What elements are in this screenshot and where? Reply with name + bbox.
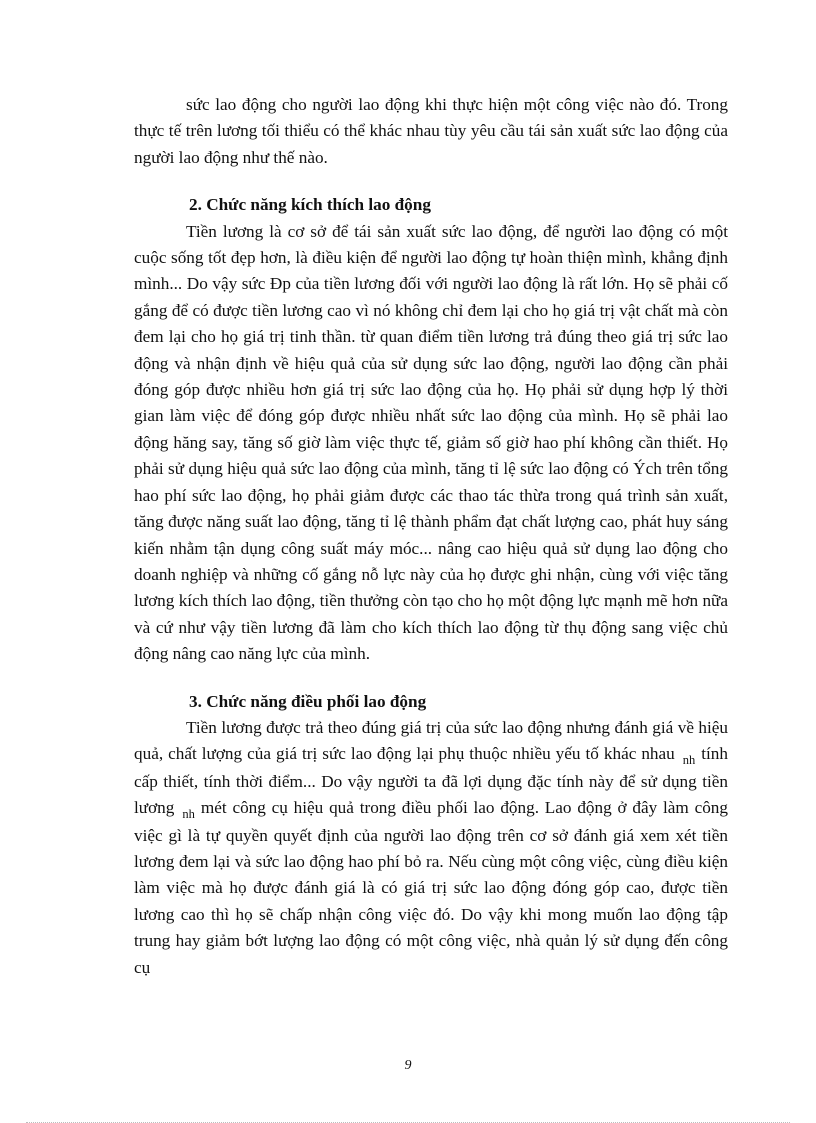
section-3-text-part-2: tính cấp thiết, tính thời điểm... Do vậy người ta đã lợi dụng đặc tính này để sử dụng tiền lương — [134, 744, 728, 818]
subscript-fragment-1: nh — [682, 753, 696, 768]
subscript-fragment-2: nh — [182, 807, 195, 822]
document-body — [134, 92, 728, 981]
section-3-heading: 3. Chức năng điều phối lao động — [189, 691, 427, 711]
section-2-paragraph: Tiền lương là cơ sở để tái sản xuất sức lao động, để người lao động có một cuộc sống tốt đẹp hơn, là điều kiện để người lao động tự hoàn thiện mình, khẳng định mình... Do vậy sức Đp của tiền lương đối với người lao động là rất lớn. Họ sẽ phải cố gắng để có được tiền lương cao vì nó không chỉ đem lại cho họ giá trị vật chất mà còn đem lại cho họ giá trị tinh thần. từ quan điểm tiền lương trả đúng theo giá trị sức lao động và nhận định về hiệu quả của sử dụng sức lao động, người lao động cần phải đóng góp được nhiều hơn giá trị sức lao động của họ. Họ phải sử dụng hợp lý thời gian làm việc để đóng góp được nhiều nhất sức lao động của mình. Họ sẽ phải lao động hăng say, tăng số giờ làm việc thực tế, giảm số giờ hao phí không cần thiết. Họ phải sử dụng hiệu quả sức lao động của mình, tăng tỉ lệ sức lao động có Ých trên tổng hao phí sức lao động, họ phải giảm được các thao tác thừa trong quá trình sản xuất, tăng được năng suất lao động, tăng tỉ lệ thành phẩm đạt chất lượng cao, phát huy sáng kiến nhằm tận dụng công suất máy móc... nâng cao hiệu quả sử dụng lao động cho doanh nghiệp và những cố gắng nỗ lực này của họ được ghi nhận, cùng với việc tăng lương kích thích lao động, tiền thưởng còn tạo cho họ một động lực mạnh mẽ hơn nữa và cứ như vậy tiền lương đã làm cho kích thích lao động từ thụ động sang việc chủ động nâng cao năng lực của mình. — [134, 221, 728, 664]
intro-paragraph: sức lao động cho người lao động khi thực hiện một công việc nào đó. Trong thực tế trên lương tối thiểu có thể khác nhau tùy yêu cầu tái sản xuất sức lao động của người lao động như thế nào. — [134, 95, 728, 167]
section-3-paragraph — [134, 715, 728, 981]
section-3-text-part-1: Tiền lương được trả theo đúng giá trị của sức lao động nhưng đánh giá về hiệu quả, chất lượng của giá trị sức lao động lại phụ thuộc nhiều yếu tố khác nhau — [134, 717, 728, 764]
section-3-text-part-3: mét công cụ hiệu quả trong điều phối lao động. Lao động ở đây làm công việc gì là tự quyền quyết định của người lao động trên cơ sở đánh giá xem xét tiền lương đem lại và sức lao động hao phí bỏ ra. Nếu cùng một công việc, cùng điều kiện làm việc mà họ được đánh giá là có giá trị sức lao động đóng góp cao, được tiền lương cao thì họ sẽ chấp nhận công việc đó. Do vậy khi mong muốn lao động tập trung hay giảm bớt lượng lao động có một công việc, nhà quản lý sử dụng đến công cụ — [134, 798, 728, 977]
section-2-heading: 2. Chức năng kích thích lao động — [189, 195, 431, 215]
page-number: 9 — [404, 1058, 412, 1073]
